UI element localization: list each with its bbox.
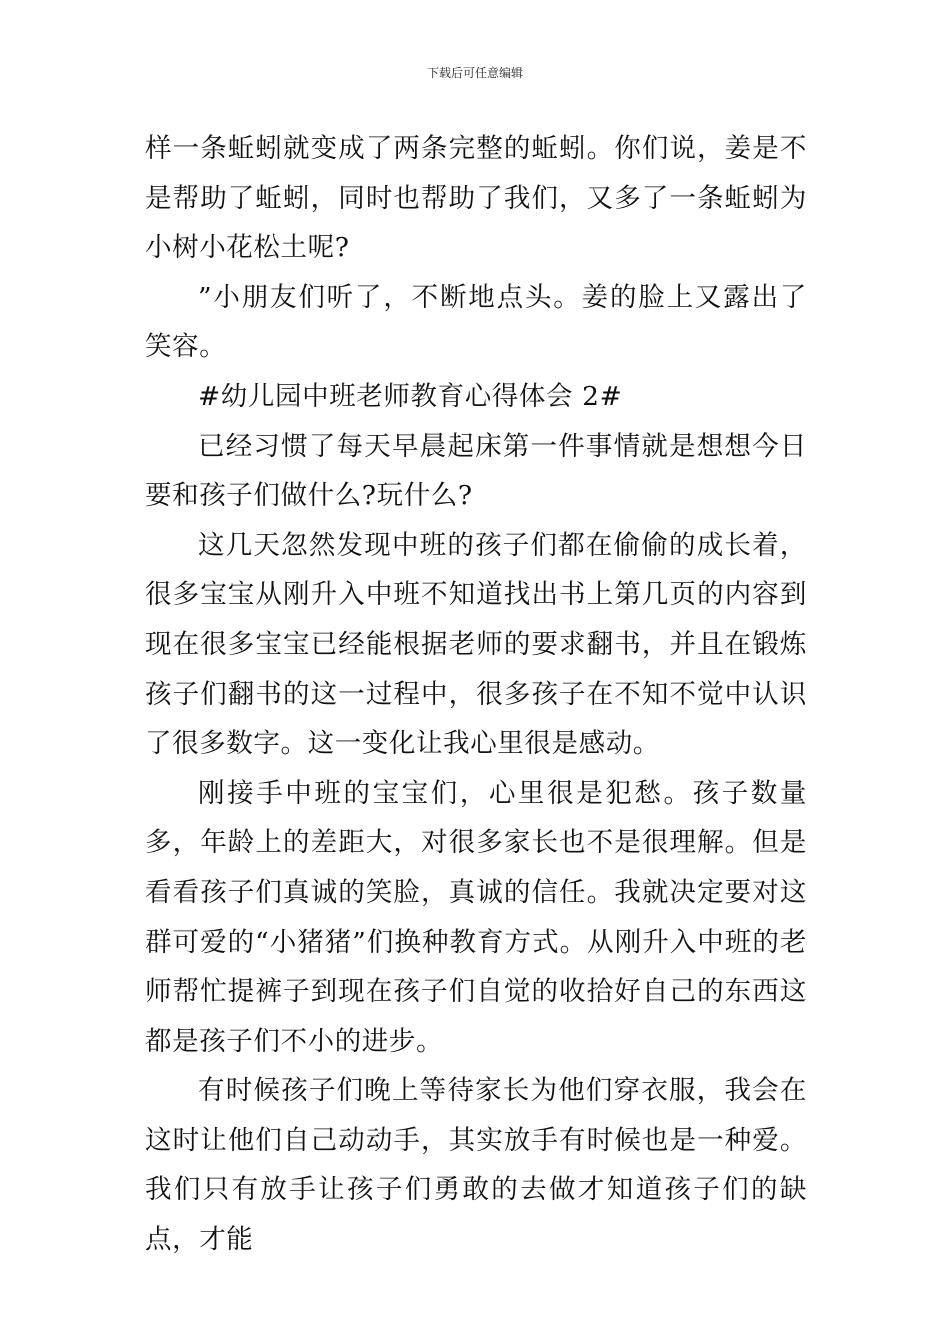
paragraph: 刚接手中班的宝宝们，心里很是犯愁。孩子数量多，年龄上的差距大，对很多家长也不是很理解。但是看看孩子们真诚的笑脸，真诚的信任。我就决定要对这群可爱的“小猪猪”们换种教育方式。从刚升入中班的老师帮忙提裤子到现在孩子们自觉的收拾好自己的东西这都是孩子们不小的进步。 — [145, 777, 807, 1057]
paragraph: 有时候孩子们晚上等待家长为他们穿衣服，我会在这时让他们自己动动手，其实放手有时候也是一种爱。我们只有放手让孩子们勇敢的去做才知道孩子们的缺点，才能 — [145, 1075, 807, 1256]
paragraph: ”小朋友们听了，不断地点头。姜的脸上又露出了笑容。 — [145, 281, 807, 363]
page-header: 下载后可任意编辑 — [426, 66, 523, 80]
section-heading: #幼儿园中班老师教育心得体会 2# — [198, 380, 623, 412]
paragraph-continuation: 样一条蚯蚓就变成了两条完整的蚯蚓。你们说，姜是不是帮助了蚯蚓，同时也帮助了我们，又多了一条蚯蚓为小树小花松土呢? — [145, 133, 807, 264]
paragraph: 已经习惯了每天早晨起床第一件事情就是想想今日要和孩子们做什么?玩什么? — [145, 430, 807, 512]
document-body — [145, 124, 807, 1265]
paragraph: 这几天忽然发现中班的孩子们都在偷偷的成长着，很多宝宝从刚升入中班不知道找出书上第几页的内容到现在很多宝宝已经能根据老师的要求翻书，并且在锻炼孩子们翻书的这一过程中，很多孩子在不知不觉中认识了很多数字。这一变化让我心里很是感动。 — [145, 529, 807, 760]
